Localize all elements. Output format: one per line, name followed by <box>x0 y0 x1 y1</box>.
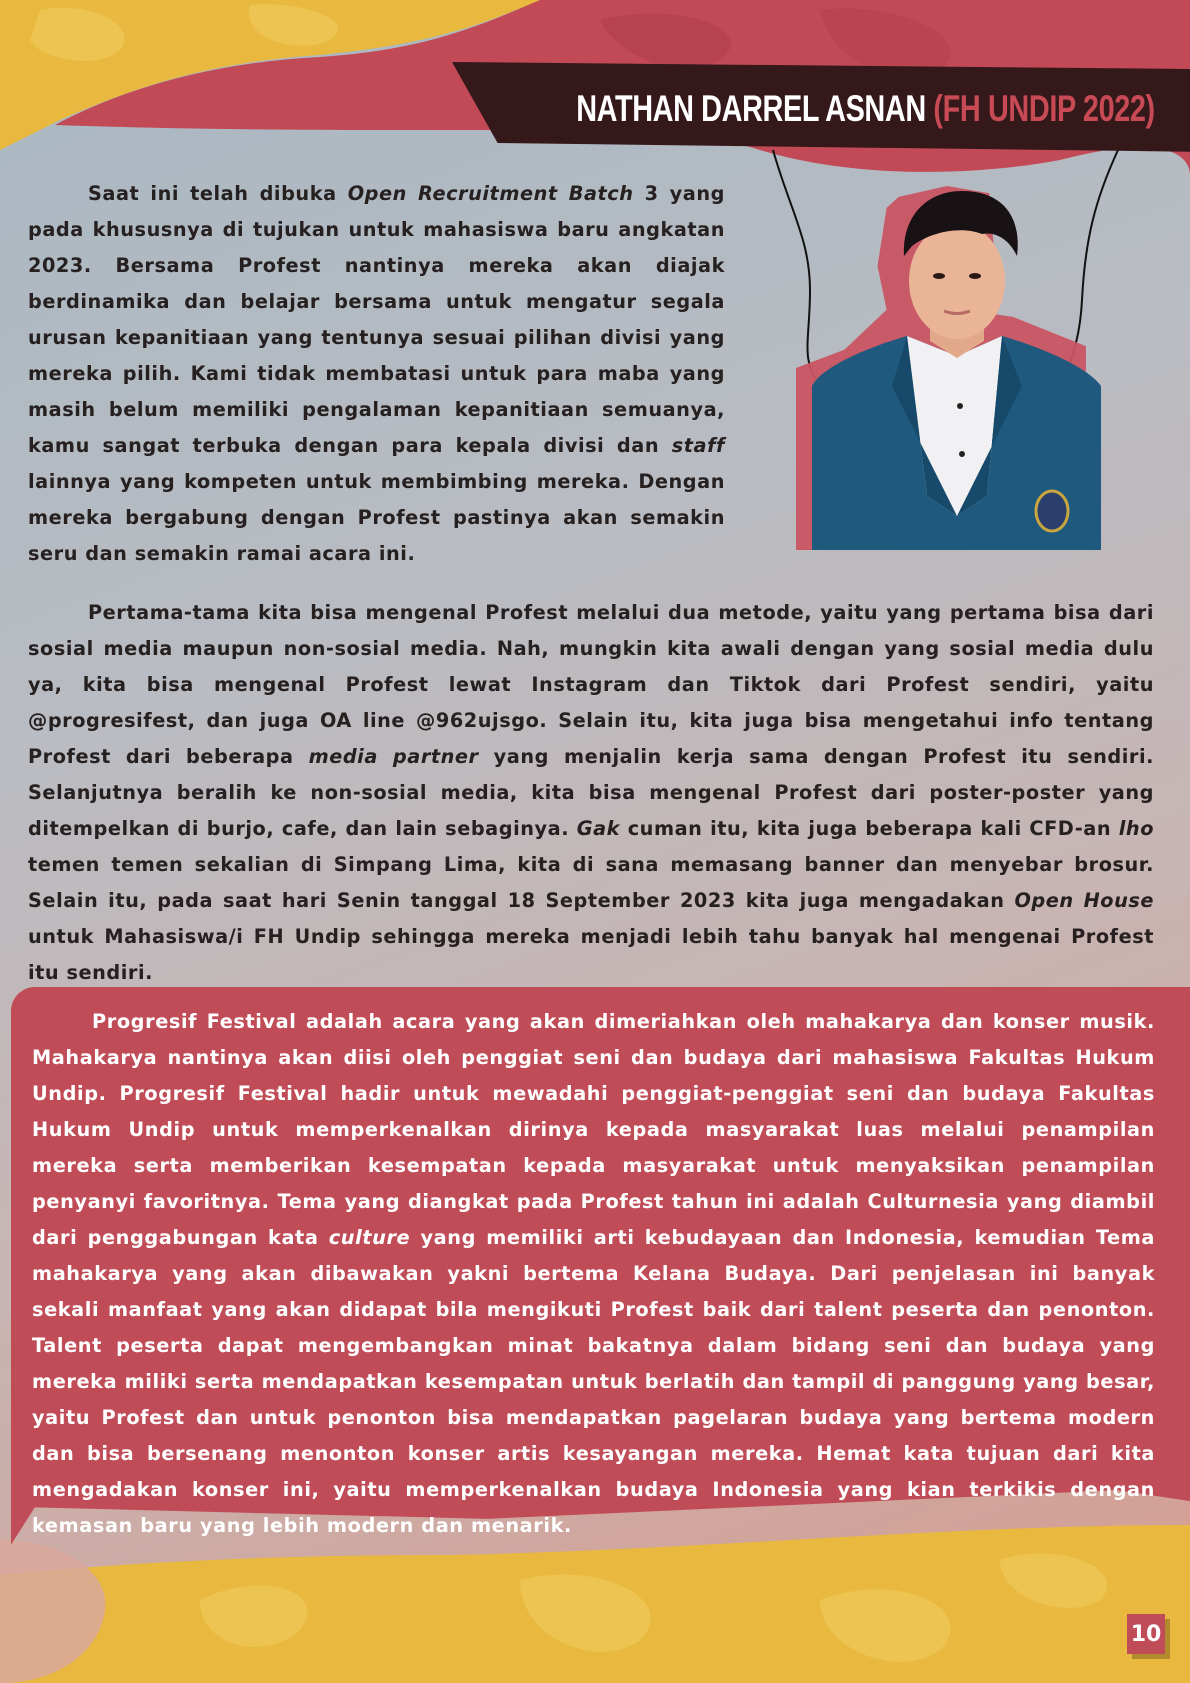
portrait-image <box>812 186 1101 550</box>
author-photo <box>796 186 1106 550</box>
line-handle: @962ujsgo <box>416 709 540 732</box>
page-number: 10 <box>1127 1614 1165 1654</box>
author-affiliation: (FH UNDIP 2022) <box>933 88 1155 129</box>
page-title <box>576 88 1155 130</box>
promotion-paragraph: Pertama-tama kita bisa mengenal Profest melalui dua metode, yaitu yang pertama bisa dari sosial media maupun non-sosial media. Nah, mungkin kita awali dengan yang sosial media dulu ya, kita bisa mengenal Profest lewat Instagram dan Tiktok dari Profest sendiri, yaitu @progresifest, dan juga OA line @962ujsgo. Selain itu, kita juga bisa mengetahui info tentang Profest dari beberapa media partner yang menjalin kerja sama dengan Profest itu sendiri. Selanjutnya beralih ke non-sosial media, kita bisa mengenal Profest dari poster-poster yang ditempelkan di burjo, cafe, dan lain sebaginya. Gak cuman itu, kita juga beberapa kali CFD-an lho temen temen sekalian di Simpang Lima, kita di sana memasang banner dan menyebar brosur. Selain itu, pada saat hari Senin tanggal 18 September 2023 kita juga mengadakan Open House untuk Mahasiswa/i FH Undip sehingga mereka menjadi lebih tahu banyak hal mengenai Profest itu sendiri. <box>28 601 1155 984</box>
intro-paragraph: Saat ini telah dibuka Open Recruitment Batch 3 yang pada khususnya di tujukan untuk mahasiswa baru angkatan 2023. Bersama Profest nantinya mereka akan diajak berdinamika dan belajar bersama untuk mengatur segala urusan kepanitiaan yang tentunya sesuai pilihan divisi yang mereka pilih. Kami tidak membatasi untuk para maba yang masih belum memiliki pengalaman kepanitiaan semuanya, kamu sangat terbuka dengan para kepala divisi dan staff lainnya yang kompeten untuk membimbing mereka. Dengan mereka bergabung dengan Profest pastinya akan semakin seru dan semakin ramai acara ini. <box>28 182 725 565</box>
festival-description-paragraph: Progresif Festival adalah acara yang akan dimeriahkan oleh mahakarya dan konser musik. Mahakarya nantinya akan diisi oleh penggiat seni dan budaya dari mahasiswa Fakultas Hukum Undip. Progresif Festival hadir untuk mewadahi penggiat-penggiat seni dan budaya Fakultas Hukum Undip untuk memperkenalkan dirinya kepada masyarakat luas melalui penampilan mereka serta memberikan kesempatan kepada masyarakat untuk menyaksikan penampilan penyanyi favoritnya. Tema yang diangkat pada Profest tahun ini adalah Culturnesia yang diambil dari penggabungan kata culture yang memiliki arti kebudayaan dan Indonesia, kemudian Tema mahakarya yang akan dibawakan yakni bertema Kelana Budaya. Dari penjelasan ini banyak sekali manfaat yang akan didapat bila mengikuti Profest baik dari talent peserta dan penonton. Talent peserta dapat mengembangkan minat bakatnya dalam bidang seni dan budaya yang mereka miliki serta mendapatkan kesempatan untuk berlatih dan tampil di panggung yang besar, yaitu Profest dan untuk penonton bisa mendapatkan pagelaran budaya yang bertema modern dan bisa bersenang menonton konser artis kesayangan mereka. Hemat kata tujuan dari kita mengadakan konser ini, yaitu memperkenalkan budaya Indonesia yang kian terkikis dengan kemasan baru yang lebih modern dan menarik. <box>32 1010 1155 1537</box>
author-name: NATHAN DARREL ASNAN <box>576 88 927 129</box>
instagram-handle: @progresifest <box>28 709 188 732</box>
